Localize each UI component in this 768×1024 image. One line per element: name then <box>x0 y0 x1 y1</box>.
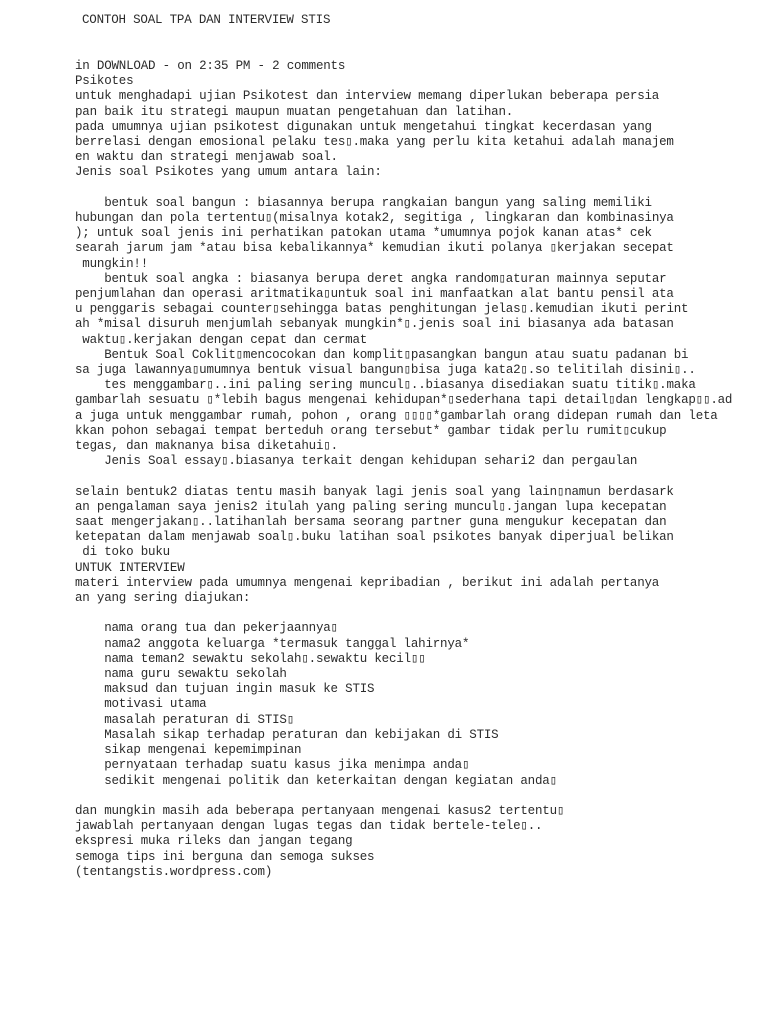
soal-line: mungkin!! <box>75 256 149 271</box>
closing-line: semoga tips ini berguna dan semoga sukses <box>75 849 375 864</box>
list-item: sikap mengenai kepemimpinan <box>75 743 302 758</box>
list-item: nama2 anggota keluarga *termasuk tanggal lahirnya* <box>75 636 470 651</box>
soal-line: sa juga lawannya▯umumnya bentuk visual bangun▯bisa juga kata2▯.so telitilah disini▯.. <box>75 363 696 378</box>
soal-line: Jenis Soal essay▯.biasanya terkait dengan kehidupan sehari2 dan pergaulan <box>75 454 638 469</box>
source-credit: (tentangstis.wordpress.com) <box>75 864 273 879</box>
soal-line: Bentuk Soal Coklit▯mencocokan dan komplit▯pasangkan bangun atau suatu padanan bi <box>75 347 689 362</box>
soal-line: tes menggambar▯..ini paling sering muncul▯..biasanya disediakan suatu titik▯.maka <box>75 378 696 393</box>
list-item: masalah peraturan di STIS▯ <box>75 712 295 727</box>
post-meta-line: in DOWNLOAD - on 2:35 PM - 2 comments <box>75 59 346 73</box>
soal-line: ); untuk soal jenis ini perhatikan patokan utama *umumnya pojok kanan atas* cek <box>75 226 652 241</box>
intro-section <box>75 74 765 180</box>
document-title: CONTOH SOAL TPA DAN INTERVIEW STIS <box>82 13 331 27</box>
closing-line: dan mungkin masih ada beberapa pertanyaan mengenai kasus2 tertentu▯ <box>75 803 565 818</box>
closing-psikotes-line: saat mengerjakan▯..latihanlah bersama seorang partner guna mengukur kecepatan dan <box>75 515 667 530</box>
list-item: maksud dan tujuan ingin masuk ke STIS <box>75 682 375 697</box>
closing-line: ekspresi muka rileks dan jangan tegang <box>75 834 353 849</box>
list-item: Masalah sikap terhadap peraturan dan kebijakan di STIS <box>75 727 499 742</box>
soal-line: a juga untuk menggambar rumah, pohon , orang ▯▯▯▯*gambarlah orang didepan rumah dan leta <box>75 408 718 423</box>
closing-psikotes-line: ketepatan dalam menjawab soal▯.buku latihan soal psikotes banyak diperjual belikan <box>75 530 674 545</box>
soal-line: kkan pohon sebagai tempat berteduh orang tersebut* gambar tidak perlu rumit▯cukup <box>75 423 667 438</box>
section-heading-interview: UNTUK INTERVIEW <box>75 560 185 575</box>
intro-line: pan baik itu strategi maupun muatan pengetahuan dan latihan. <box>75 104 514 119</box>
soal-types-section <box>75 196 765 470</box>
closing-psikotes-line: di toko buku <box>75 545 170 560</box>
closing-psikotes-line: materi interview pada umumnya mengenai kepribadian , berikut ini adalah pertanya <box>75 575 660 590</box>
soal-line: gambarlah sesuatu ▯*lebih bagus mengenai kehidupan*▯sederhana tapi detail▯dan lengkap▯▯.ad <box>75 393 733 408</box>
intro-line: pada umumnya ujian psikotest digunakan untuk mengetahui tingkat kecerdasan yang <box>75 119 652 134</box>
intro-line: Psikotes <box>75 74 134 89</box>
soal-line: bentuk soal angka : biasanya berupa deret angka random▯aturan mainnya seputar <box>75 271 667 286</box>
closing-psikotes-line: an yang sering diajukan: <box>75 591 251 606</box>
soal-line: u penggaris sebagai counter▯sehingga batas penghitungan jelas▯.kemudian ikuti perint <box>75 302 689 317</box>
soal-line: searah jarum jam *atau bisa kebalikannya* kemudian ikuti polanya ▯kerjakan secepat <box>75 241 674 256</box>
list-item: nama teman2 sewaktu sekolah▯.sewaktu kecil▯▯ <box>75 651 426 666</box>
list-item: motivasi utama <box>75 697 207 712</box>
closing-psikotes-line: an pengalaman saya jenis2 itulah yang paling sering muncul▯.jangan lupa kecepatan <box>75 499 667 514</box>
list-item: nama guru sewaktu sekolah <box>75 667 287 682</box>
document-body <box>75 59 765 880</box>
list-item: sedikit mengenai politik dan keterkaitan dengan kegiatan anda▯ <box>75 773 557 788</box>
intro-line: untuk menghadapi ujian Psikotest dan interview memang diperlukan beberapa persia <box>75 89 660 104</box>
soal-line: ah *misal disuruh menjumlah sebanyak mungkin*▯.jenis soal ini biasanya ada batasan <box>75 317 674 332</box>
intro-line: berrelasi dengan emosional pelaku tes▯.maka yang perlu kita ketahui adalah manajem <box>75 135 674 150</box>
soal-line: waktu▯.kerjakan dengan cepat dan cermat <box>75 332 368 347</box>
intro-line: Jenis soal Psikotes yang umum antara lain: <box>75 165 382 180</box>
soal-line: hubungan dan pola tertentu▯(misalnya kotak2, segitiga , lingkaran dan kombinasinya <box>75 211 674 226</box>
soal-line: penjumlahan dan operasi aritmatika▯untuk soal ini manfaatkan alat bantu pensil ata <box>75 287 674 302</box>
closing-psikotes-line: selain bentuk2 diatas tentu masih banyak lagi jenis soal yang lain▯namun berdasark <box>75 484 674 499</box>
closing-section <box>75 804 765 880</box>
intro-line: en waktu dan strategi menjawab soal. <box>75 150 338 165</box>
closing-psikotes-section <box>75 485 765 607</box>
soal-line: bentuk soal bangun : biasannya berupa rangkaian bangun yang saling memiliki <box>75 195 652 210</box>
list-item: pernyataan terhadap suatu kasus jika menimpa anda▯ <box>75 758 470 773</box>
closing-line: jawablah pertanyaan dengan lugas tegas dan tidak bertele-tele▯.. <box>75 819 543 834</box>
soal-line: tegas, dan maknanya bisa diketahui▯. <box>75 439 338 454</box>
list-item: nama orang tua dan pekerjaannya▯ <box>75 621 338 636</box>
interview-questions-list <box>75 621 765 788</box>
